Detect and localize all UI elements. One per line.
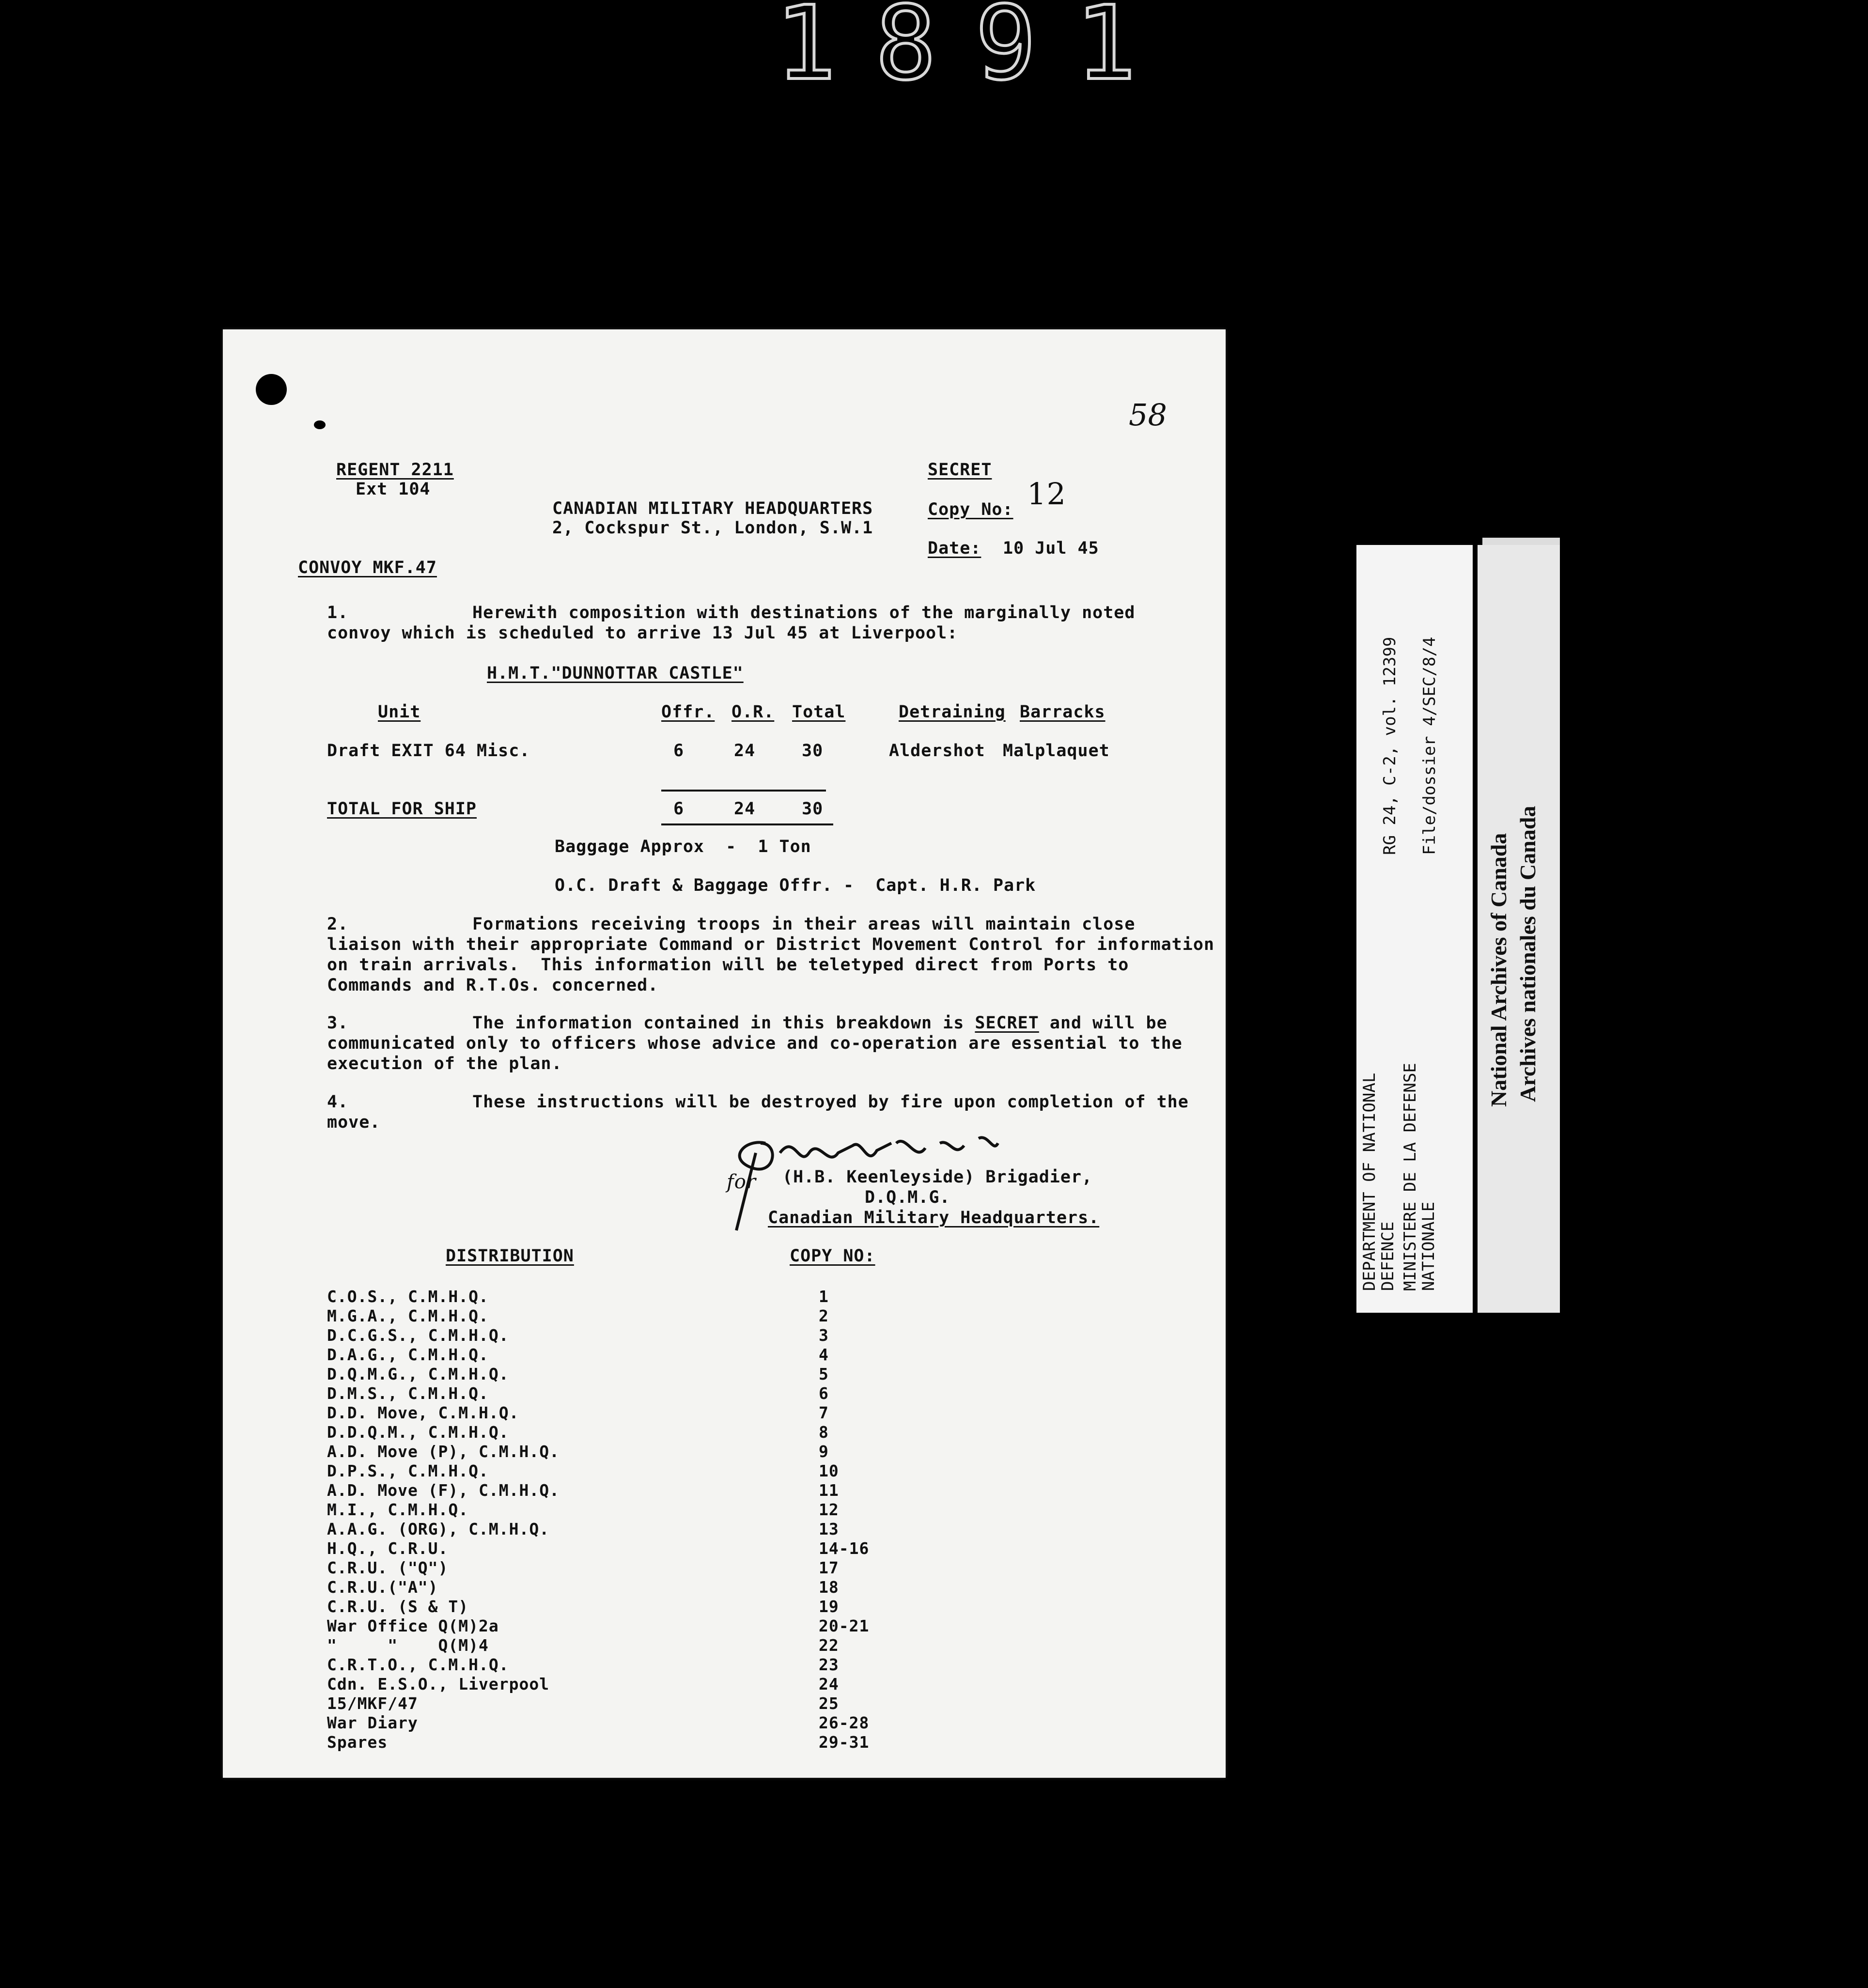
para-3-number: 3. (327, 1013, 349, 1033)
total-total: 30 (802, 799, 824, 819)
table-cell-barracks: Malplaquet (1003, 741, 1110, 761)
table-cell-offr: 6 (673, 741, 685, 761)
para-3-text-c: and will be (1039, 1013, 1168, 1033)
baggage-line: Baggage Approx - 1 Ton (555, 837, 811, 856)
distribution-recipient: D.A.G., C.M.H.Q. (327, 1345, 489, 1364)
distribution-recipient: M.G.A., C.M.H.Q. (327, 1306, 489, 1325)
department-english: DEPARTMENT OF NATIONAL DEFENCE (1360, 1072, 1398, 1291)
total-rule-top (661, 790, 826, 792)
signature-line-2: D.Q.M.G. (865, 1188, 950, 1207)
copy-number: 12 (1027, 476, 1066, 512)
para-4-number: 4. (327, 1092, 349, 1112)
distribution-copy: 10 (819, 1461, 839, 1480)
distribution-recipient: D.Q.M.G., C.M.H.Q. (327, 1365, 509, 1383)
distribution-recipient: 15/MKF/47 (327, 1694, 418, 1713)
frame-number: 1891 (775, 0, 1175, 103)
distribution-recipient: H.Q., C.R.U. (327, 1539, 449, 1558)
distribution-copy: 9 (819, 1442, 829, 1461)
document-page (223, 329, 1226, 1778)
distribution-copy: 18 (819, 1578, 839, 1597)
distribution-recipient: C.R.U. ("Q") (327, 1558, 449, 1577)
distribution-copy: 25 (819, 1694, 839, 1713)
distribution-recipient: War Diary (327, 1713, 418, 1732)
distribution-recipient: War Office Q(M)2a (327, 1616, 499, 1635)
table-cell-or: 24 (734, 741, 756, 761)
table-header-barracks: Barracks (1020, 702, 1105, 722)
department-french: MINISTERE DE LA DEFENSE NATIONALE (1401, 1063, 1438, 1291)
para-1-line-2: convoy which is scheduled to arrive 13 Jul 45 at Liverpool: (327, 623, 958, 643)
total-or: 24 (734, 799, 756, 819)
distribution-copy: 12 (819, 1500, 839, 1519)
para-3-line-1 (472, 1013, 1168, 1033)
distribution-copy: 3 (819, 1326, 829, 1345)
record-group-reference: RG 24, C-2, vol. 12399 (1380, 637, 1400, 855)
folio-number: 58 (1129, 397, 1167, 433)
para-2-line-4: Commands and R.T.Os. concerned. (327, 976, 659, 995)
distribution-copy: 4 (819, 1345, 829, 1364)
organization-name: CANADIAN MILITARY HEADQUARTERS (552, 499, 873, 518)
distribution-copy: 8 (819, 1423, 829, 1442)
extension-reference: Ext 104 (356, 480, 431, 499)
para-2-line-3: on train arrivals. This information will be teletyped direct from Ports to (327, 955, 1129, 975)
para-4-line-2: move. (327, 1113, 381, 1132)
table-cell-detraining: Aldershot (889, 741, 985, 761)
distribution-recipient: D.D. Move, C.M.H.Q. (327, 1403, 519, 1422)
copy-no-heading: COPY NO: (790, 1246, 875, 1266)
table-cell-unit: Draft EXIT 64 Misc. (327, 741, 530, 761)
para-3-secret: SECRET (975, 1013, 1039, 1033)
distribution-recipient: C.R.T.O., C.M.H.Q. (327, 1655, 509, 1674)
signature-line-1: (H.B. Keenleyside) Brigadier, (782, 1167, 1093, 1187)
para-3-line-2: communicated only to officers whose advice and co-operation are essential to the (327, 1034, 1183, 1053)
distribution-copy: 7 (819, 1403, 829, 1422)
organization-address: 2, Cockspur St., London, S.W.1 (552, 518, 873, 538)
ink-mark (314, 420, 326, 429)
distribution-heading: DISTRIBUTION (446, 1246, 574, 1266)
distribution-recipient: A.D. Move (F), C.M.H.Q. (327, 1481, 560, 1500)
distribution-recipient: D.C.G.S., C.M.H.Q. (327, 1326, 509, 1345)
distribution-copy: 20-21 (819, 1616, 870, 1635)
convoy-reference: CONVOY MKF.47 (298, 558, 437, 577)
distribution-recipient: Spares (327, 1733, 388, 1752)
table-header-offr: Offr. (661, 702, 715, 722)
distribution-recipient: C.O.S., C.M.H.Q. (327, 1287, 489, 1306)
archive-reference-label (1356, 545, 1473, 1313)
signature-line-3: Canadian Military Headquarters. (768, 1208, 1100, 1227)
distribution-copy: 26-28 (819, 1713, 870, 1732)
distribution-copy: 17 (819, 1558, 839, 1577)
ship-name: H.M.T."DUNNOTTAR CASTLE" (487, 664, 744, 683)
table-header-unit: Unit (378, 702, 421, 722)
distribution-copy: 13 (819, 1520, 839, 1538)
distribution-recipient: C.R.U. (S & T) (327, 1597, 469, 1616)
table-header-or: O.R. (732, 702, 775, 722)
para-4-line-1: These instructions will be destroyed by fire upon completion of the (472, 1092, 1189, 1112)
distribution-copy: 24 (819, 1675, 839, 1693)
distribution-recipient: M.I., C.M.H.Q. (327, 1500, 469, 1519)
archives-french: Archives nationales du Canada (1515, 806, 1540, 1102)
distribution-copy: 14-16 (819, 1539, 870, 1558)
distribution-recipient: C.R.U.("A") (327, 1578, 438, 1597)
distribution-copy: 23 (819, 1655, 839, 1674)
distribution-recipient: " " Q(M)4 (327, 1636, 489, 1655)
total-offr: 6 (673, 799, 685, 819)
punch-hole (256, 374, 287, 405)
oc-line: O.C. Draft & Baggage Offr. - Capt. H.R. Park (555, 876, 1036, 895)
table-header-total: Total (792, 702, 846, 722)
distribution-copy: 19 (819, 1597, 839, 1616)
distribution-recipient: A.A.G. (ORG), C.M.H.Q. (327, 1520, 550, 1538)
date-label: Date: (928, 539, 981, 558)
archives-english: National Archives of Canada (1486, 833, 1511, 1107)
archives-canada-label (1478, 545, 1560, 1313)
para-2-line-1: Formations receiving troops in their areas will maintain close (472, 915, 1136, 934)
distribution-copy: 29-31 (819, 1733, 870, 1752)
distribution-copy: 1 (819, 1287, 829, 1306)
distribution-recipient: D.M.S., C.M.H.Q. (327, 1384, 489, 1403)
para-3-text-a: The information contained in this breakdown is (472, 1013, 975, 1033)
copy-label: Copy No: (928, 500, 1013, 519)
total-label: TOTAL FOR SHIP (327, 799, 477, 819)
classification: SECRET (928, 460, 992, 480)
distribution-copy: 22 (819, 1636, 839, 1655)
distribution-copy: 11 (819, 1481, 839, 1500)
table-cell-total: 30 (802, 741, 824, 761)
distribution-recipient: D.D.Q.M., C.M.H.Q. (327, 1423, 509, 1442)
file-dossier-reference: File/dossier 4/SEC/8/4 (1420, 637, 1439, 855)
distribution-recipient: D.P.S., C.M.H.Q. (327, 1461, 489, 1480)
distribution-copy: 2 (819, 1306, 829, 1325)
total-rule-bottom (661, 823, 833, 825)
regent-reference: REGENT 2211 (336, 460, 454, 480)
para-3-line-3: execution of the plan. (327, 1054, 562, 1073)
distribution-recipient: A.D. Move (P), C.M.H.Q. (327, 1442, 560, 1461)
distribution-copy: 6 (819, 1384, 829, 1403)
table-header-detraining: Detraining (899, 702, 1006, 722)
date-value: 10 Jul 45 (1003, 539, 1099, 558)
distribution-recipient: Cdn. E.S.O., Liverpool (327, 1675, 550, 1693)
para-1-line-1: Herewith composition with destinations of the marginally noted (472, 603, 1136, 622)
para-2-line-2: liaison with their appropriate Command or District Movement Control for information (327, 935, 1214, 954)
distribution-copy: 5 (819, 1365, 829, 1383)
signature-for: for (727, 1171, 757, 1193)
para-2-number: 2. (327, 915, 349, 934)
para-1-number: 1. (327, 603, 349, 622)
